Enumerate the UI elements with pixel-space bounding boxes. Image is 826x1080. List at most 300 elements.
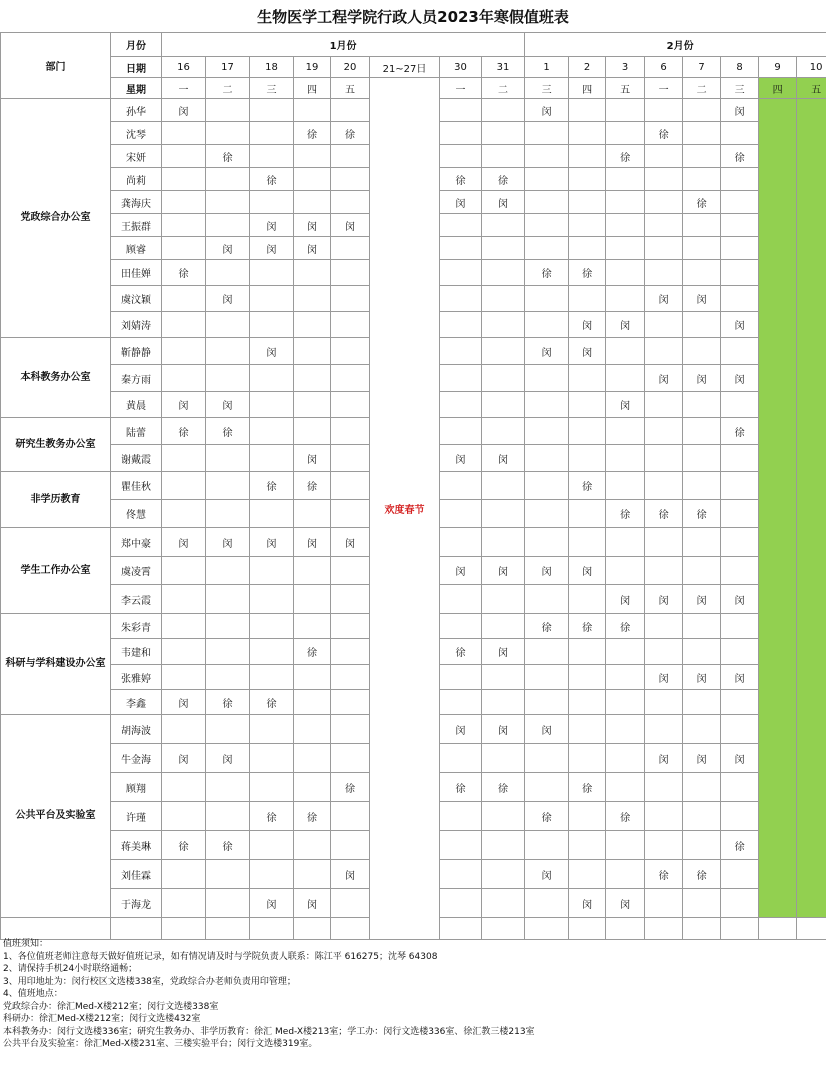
duty-cell: 徐 (569, 773, 606, 802)
duty-cell (162, 715, 206, 744)
duty-cell (331, 472, 370, 500)
duty-table (0, 32, 826, 940)
duty-cell: 闵 (250, 889, 294, 918)
duty-cell: 闵 (206, 528, 250, 557)
date-cell: 17 (206, 57, 250, 78)
duty-cell (645, 191, 683, 214)
staff-name: 虞汶颖 (111, 286, 162, 312)
note-line: 党政综合办：徐汇Med-X楼212室；闵行文选楼338室 (3, 1001, 219, 1012)
duty-cell (331, 831, 370, 860)
duty-cell: 闵 (721, 365, 759, 392)
duty-cell (250, 614, 294, 639)
note-line: 3、用印地址为：闵行校区文选楼338室，党政综合办老师负责用印管理； (3, 976, 296, 987)
duty-cell (294, 690, 331, 715)
date-cell: 19 (294, 57, 331, 78)
duty-cell: 徐 (569, 260, 606, 286)
duty-cell (569, 365, 606, 392)
duty-cell (250, 260, 294, 286)
duty-cell (206, 860, 250, 889)
duty-cell (569, 500, 606, 528)
weekday-cell: 三 (525, 78, 569, 99)
duty-cell (206, 802, 250, 831)
duty-cell (645, 614, 683, 639)
duty-cell: 闵 (721, 99, 759, 122)
duty-cell (606, 286, 645, 312)
department-name: 本科教务办公室 (1, 338, 111, 418)
duty-cell (294, 99, 331, 122)
duty-cell (162, 122, 206, 145)
duty-cell (525, 690, 569, 715)
duty-cell (331, 690, 370, 715)
duty-cell (294, 392, 331, 418)
duty-cell (569, 214, 606, 237)
duty-cell (721, 557, 759, 585)
duty-cell (645, 445, 683, 472)
duty-cell: 闵 (645, 585, 683, 614)
blank-cell (683, 918, 721, 940)
duty-cell: 闵 (683, 286, 721, 312)
date-cell: 3 (606, 57, 645, 78)
duty-cell (206, 500, 250, 528)
note-line: 1、各位值班老师注意每天做好值班记录，如有情况请及时与学院负责人联系：陈江平 616275；沈琴 64308 (3, 951, 438, 962)
duty-cell (294, 260, 331, 286)
duty-cell (569, 168, 606, 191)
duty-cell (721, 286, 759, 312)
duty-cell (331, 260, 370, 286)
duty-cell (162, 802, 206, 831)
duty-cell (206, 312, 250, 338)
blank-cell (797, 918, 826, 940)
duty-cell (331, 889, 370, 918)
duty-cell (206, 614, 250, 639)
duty-cell (162, 168, 206, 191)
duty-cell (482, 665, 525, 690)
duty-cell: 闵 (206, 286, 250, 312)
duty-cell (569, 392, 606, 418)
duty-cell (645, 338, 683, 365)
duty-cell: 徐 (721, 831, 759, 860)
duty-cell (525, 392, 569, 418)
duty-cell (250, 392, 294, 418)
duty-cell (440, 744, 482, 773)
duty-notes (3, 938, 823, 1051)
duty-cell (482, 122, 525, 145)
staff-name: 沈琴 (111, 122, 162, 145)
duty-cell: 闵 (606, 312, 645, 338)
duty-cell (482, 585, 525, 614)
date-cell: 21~27日 (370, 57, 440, 78)
weekday-label: 星期 (111, 78, 162, 99)
duty-cell: 徐 (721, 418, 759, 445)
duty-cell: 徐 (645, 122, 683, 145)
duty-cell (482, 500, 525, 528)
duty-cell: 闵 (721, 665, 759, 690)
duty-cell (162, 237, 206, 260)
duty-cell (525, 286, 569, 312)
duty-cell (569, 145, 606, 168)
date-cell: 1 (525, 57, 569, 78)
duty-cell (569, 639, 606, 665)
duty-cell: 闵 (294, 445, 331, 472)
duty-cell (683, 338, 721, 365)
duty-cell (721, 445, 759, 472)
duty-cell (569, 690, 606, 715)
weekday-cell: 一 (162, 78, 206, 99)
blank-cell (206, 918, 250, 940)
duty-cell (440, 338, 482, 365)
duty-cell (162, 145, 206, 168)
weekday-cell: 四 (569, 78, 606, 99)
duty-cell (162, 191, 206, 214)
duty-cell (525, 528, 569, 557)
duty-cell: 闵 (162, 528, 206, 557)
note-line: 2、请保持手机24小时联络通畅； (3, 964, 138, 974)
duty-cell (162, 286, 206, 312)
duty-cell (569, 191, 606, 214)
duty-cell: 闵 (250, 214, 294, 237)
duty-cell (525, 773, 569, 802)
note-line: 公共平台及实验室：徐汇Med-X楼231室、三楼实验平台；闵行文选楼319室。 (3, 1039, 318, 1049)
duty-cell (683, 237, 721, 260)
department-name: 党政综合办公室 (1, 99, 111, 338)
duty-cell: 闵 (482, 191, 525, 214)
duty-cell (645, 168, 683, 191)
date-cell: 31 (482, 57, 525, 78)
duty-cell (440, 365, 482, 392)
duty-cell (482, 418, 525, 445)
duty-cell: 闵 (683, 744, 721, 773)
duty-cell (206, 99, 250, 122)
duty-cell (162, 773, 206, 802)
duty-cell (162, 665, 206, 690)
duty-cell (294, 312, 331, 338)
duty-cell (294, 585, 331, 614)
weekday-cell: 四 (759, 78, 797, 99)
duty-cell (683, 392, 721, 418)
weekday-cell: 四 (294, 78, 331, 99)
duty-cell (721, 860, 759, 889)
duty-cell: 徐 (440, 639, 482, 665)
note-line: 值班须知： (3, 939, 49, 949)
staff-name: 刘佳霖 (111, 860, 162, 889)
duty-cell (294, 773, 331, 802)
duty-cell: 闵 (606, 889, 645, 918)
duty-cell (331, 338, 370, 365)
duty-cell (250, 639, 294, 665)
duty-cell (525, 445, 569, 472)
date-cell: 6 (645, 57, 683, 78)
duty-cell (482, 860, 525, 889)
duty-cell (721, 214, 759, 237)
duty-cell (440, 392, 482, 418)
weekday-cell: 五 (606, 78, 645, 99)
duty-cell (721, 614, 759, 639)
weekday-cell: 二 (683, 78, 721, 99)
duty-cell (569, 585, 606, 614)
duty-cell (606, 260, 645, 286)
staff-name: 尚莉 (111, 168, 162, 191)
duty-cell: 闵 (645, 365, 683, 392)
duty-cell (294, 145, 331, 168)
page-title: 生物医学工程学院行政人员2023年寒假值班表 (257, 8, 569, 26)
duty-cell (645, 418, 683, 445)
duty-cell (250, 286, 294, 312)
duty-cell (482, 312, 525, 338)
staff-name: 陆蕾 (111, 418, 162, 445)
duty-cell (606, 445, 645, 472)
duty-cell (206, 585, 250, 614)
duty-cell: 闵 (206, 744, 250, 773)
staff-name: 瞿佳秋 (111, 472, 162, 500)
duty-cell: 闵 (721, 585, 759, 614)
duty-cell (331, 168, 370, 191)
duty-cell (206, 168, 250, 191)
duty-cell (162, 557, 206, 585)
duty-cell (645, 831, 683, 860)
duty-cell: 闵 (525, 715, 569, 744)
duty-cell (721, 260, 759, 286)
duty-cell (525, 639, 569, 665)
weekday-cell: 二 (482, 78, 525, 99)
duty-cell (331, 500, 370, 528)
duty-cell (294, 860, 331, 889)
duty-cell (645, 214, 683, 237)
duty-cell (162, 860, 206, 889)
duty-cell (250, 665, 294, 690)
duty-cell: 闵 (250, 237, 294, 260)
duty-cell (162, 365, 206, 392)
duty-cell (482, 528, 525, 557)
duty-cell (645, 472, 683, 500)
date-cell: 8 (721, 57, 759, 78)
duty-cell: 闵 (440, 445, 482, 472)
duty-cell (440, 802, 482, 831)
blank-cell (721, 918, 759, 940)
duty-cell (482, 365, 525, 392)
duty-cell: 徐 (440, 773, 482, 802)
duty-cell (606, 744, 645, 773)
duty-cell (250, 860, 294, 889)
duty-cell (162, 312, 206, 338)
duty-cell (440, 665, 482, 690)
duty-cell: 闵 (645, 286, 683, 312)
duty-cell (683, 690, 721, 715)
duty-cell (250, 312, 294, 338)
duty-cell (482, 99, 525, 122)
staff-name: 黄晨 (111, 392, 162, 418)
staff-name: 孙华 (111, 99, 162, 122)
duty-cell (645, 889, 683, 918)
duty-cell: 闵 (331, 860, 370, 889)
duty-cell (606, 773, 645, 802)
duty-cell (525, 585, 569, 614)
duty-cell: 徐 (250, 168, 294, 191)
weekday-cell: 一 (645, 78, 683, 99)
duty-cell (162, 500, 206, 528)
duty-cell (206, 715, 250, 744)
duty-cell (569, 237, 606, 260)
duty-cell (294, 168, 331, 191)
duty-cell (482, 831, 525, 860)
duty-cell (525, 500, 569, 528)
staff-name: 李鑫 (111, 690, 162, 715)
blank-cell (569, 918, 606, 940)
duty-cell (250, 773, 294, 802)
duty-cell (525, 744, 569, 773)
duty-cell (206, 191, 250, 214)
duty-cell (683, 145, 721, 168)
blank-cell (606, 918, 645, 940)
duty-cell (250, 585, 294, 614)
duty-cell: 闵 (569, 889, 606, 918)
duty-cell: 徐 (206, 831, 250, 860)
duty-cell (645, 639, 683, 665)
duty-cell (250, 744, 294, 773)
duty-cell: 闵 (683, 585, 721, 614)
duty-cell (525, 889, 569, 918)
duty-cell: 徐 (645, 860, 683, 889)
duty-cell (721, 392, 759, 418)
duty-cell (162, 445, 206, 472)
duty-cell: 闵 (294, 214, 331, 237)
blank-cell (294, 918, 331, 940)
duty-cell: 闵 (525, 99, 569, 122)
duty-cell (206, 365, 250, 392)
weekday-cell: 五 (797, 78, 826, 99)
duty-cell (294, 557, 331, 585)
duty-cell (331, 237, 370, 260)
duty-cell (721, 715, 759, 744)
duty-cell (569, 802, 606, 831)
duty-cell (294, 286, 331, 312)
duty-cell (440, 690, 482, 715)
duty-cell (440, 145, 482, 168)
duty-cell (683, 614, 721, 639)
duty-cell (206, 445, 250, 472)
staff-name: 蒋美琳 (111, 831, 162, 860)
duty-cell (206, 122, 250, 145)
duty-cell (206, 665, 250, 690)
duty-cell (331, 744, 370, 773)
duty-cell (294, 338, 331, 365)
duty-cell (482, 802, 525, 831)
duty-cell (440, 585, 482, 614)
duty-cell (606, 639, 645, 665)
duty-cell (569, 286, 606, 312)
duty-cell: 徐 (482, 773, 525, 802)
duty-cell: 闵 (440, 715, 482, 744)
duty-cell (525, 365, 569, 392)
duty-cell (331, 715, 370, 744)
duty-cell (440, 500, 482, 528)
duty-cell (721, 690, 759, 715)
duty-cell (721, 338, 759, 365)
duty-cell (331, 585, 370, 614)
duty-cell (525, 665, 569, 690)
duty-cell (569, 744, 606, 773)
duty-cell (206, 889, 250, 918)
duty-cell: 闵 (162, 690, 206, 715)
duty-cell (250, 145, 294, 168)
staff-name: 田佳婵 (111, 260, 162, 286)
duty-cell (683, 639, 721, 665)
duty-cell (606, 557, 645, 585)
duty-cell (645, 99, 683, 122)
duty-cell (440, 260, 482, 286)
duty-cell (206, 472, 250, 500)
duty-cell (721, 639, 759, 665)
duty-cell (645, 145, 683, 168)
blank-cell (331, 918, 370, 940)
staff-name: 顾翔 (111, 773, 162, 802)
duty-cell (440, 99, 482, 122)
duty-cell: 闵 (482, 445, 525, 472)
duty-cell: 闵 (440, 557, 482, 585)
month-feb: 2月份 (525, 33, 826, 57)
staff-name: 顾睿 (111, 237, 162, 260)
duty-cell: 徐 (645, 500, 683, 528)
duty-cell: 闵 (569, 338, 606, 365)
date-cell: 2 (569, 57, 606, 78)
blank-cell (250, 918, 294, 940)
duty-cell (645, 690, 683, 715)
duty-cell (482, 214, 525, 237)
holiday-cell: 欢度春节 (370, 78, 440, 940)
duty-cell (440, 614, 482, 639)
duty-cell (482, 690, 525, 715)
staff-name: 韦建和 (111, 639, 162, 665)
duty-cell (250, 191, 294, 214)
weekday-cell: 二 (206, 78, 250, 99)
duty-cell: 徐 (482, 168, 525, 191)
duty-cell (606, 99, 645, 122)
weekday-cell: 三 (250, 78, 294, 99)
blank-cell (162, 918, 206, 940)
header-month-row (1, 33, 826, 57)
duty-cell (331, 665, 370, 690)
duty-cell (206, 773, 250, 802)
duty-cell: 徐 (440, 168, 482, 191)
blank-cell (482, 918, 525, 940)
weekday-cell: 三 (721, 78, 759, 99)
duty-cell: 闵 (331, 528, 370, 557)
duty-cell (206, 557, 250, 585)
duty-cell: 闵 (331, 214, 370, 237)
duty-cell: 闵 (206, 237, 250, 260)
duty-cell (683, 418, 721, 445)
duty-cell (683, 557, 721, 585)
header-date-row (1, 57, 826, 78)
duty-cell (250, 99, 294, 122)
duty-cell (440, 418, 482, 445)
duty-cell: 徐 (683, 500, 721, 528)
duty-cell (482, 614, 525, 639)
duty-cell (569, 445, 606, 472)
duty-cell: 徐 (331, 122, 370, 145)
duty-cell: 徐 (606, 802, 645, 831)
duty-cell (606, 715, 645, 744)
staff-name: 胡海波 (111, 715, 162, 744)
duty-cell (721, 122, 759, 145)
date-label: 日期 (111, 57, 162, 78)
duty-cell (645, 237, 683, 260)
duty-cell: 闵 (645, 744, 683, 773)
duty-cell (645, 260, 683, 286)
duty-cell (482, 392, 525, 418)
date-cell: 9 (759, 57, 797, 78)
duty-cell (683, 773, 721, 802)
duty-cell (569, 831, 606, 860)
